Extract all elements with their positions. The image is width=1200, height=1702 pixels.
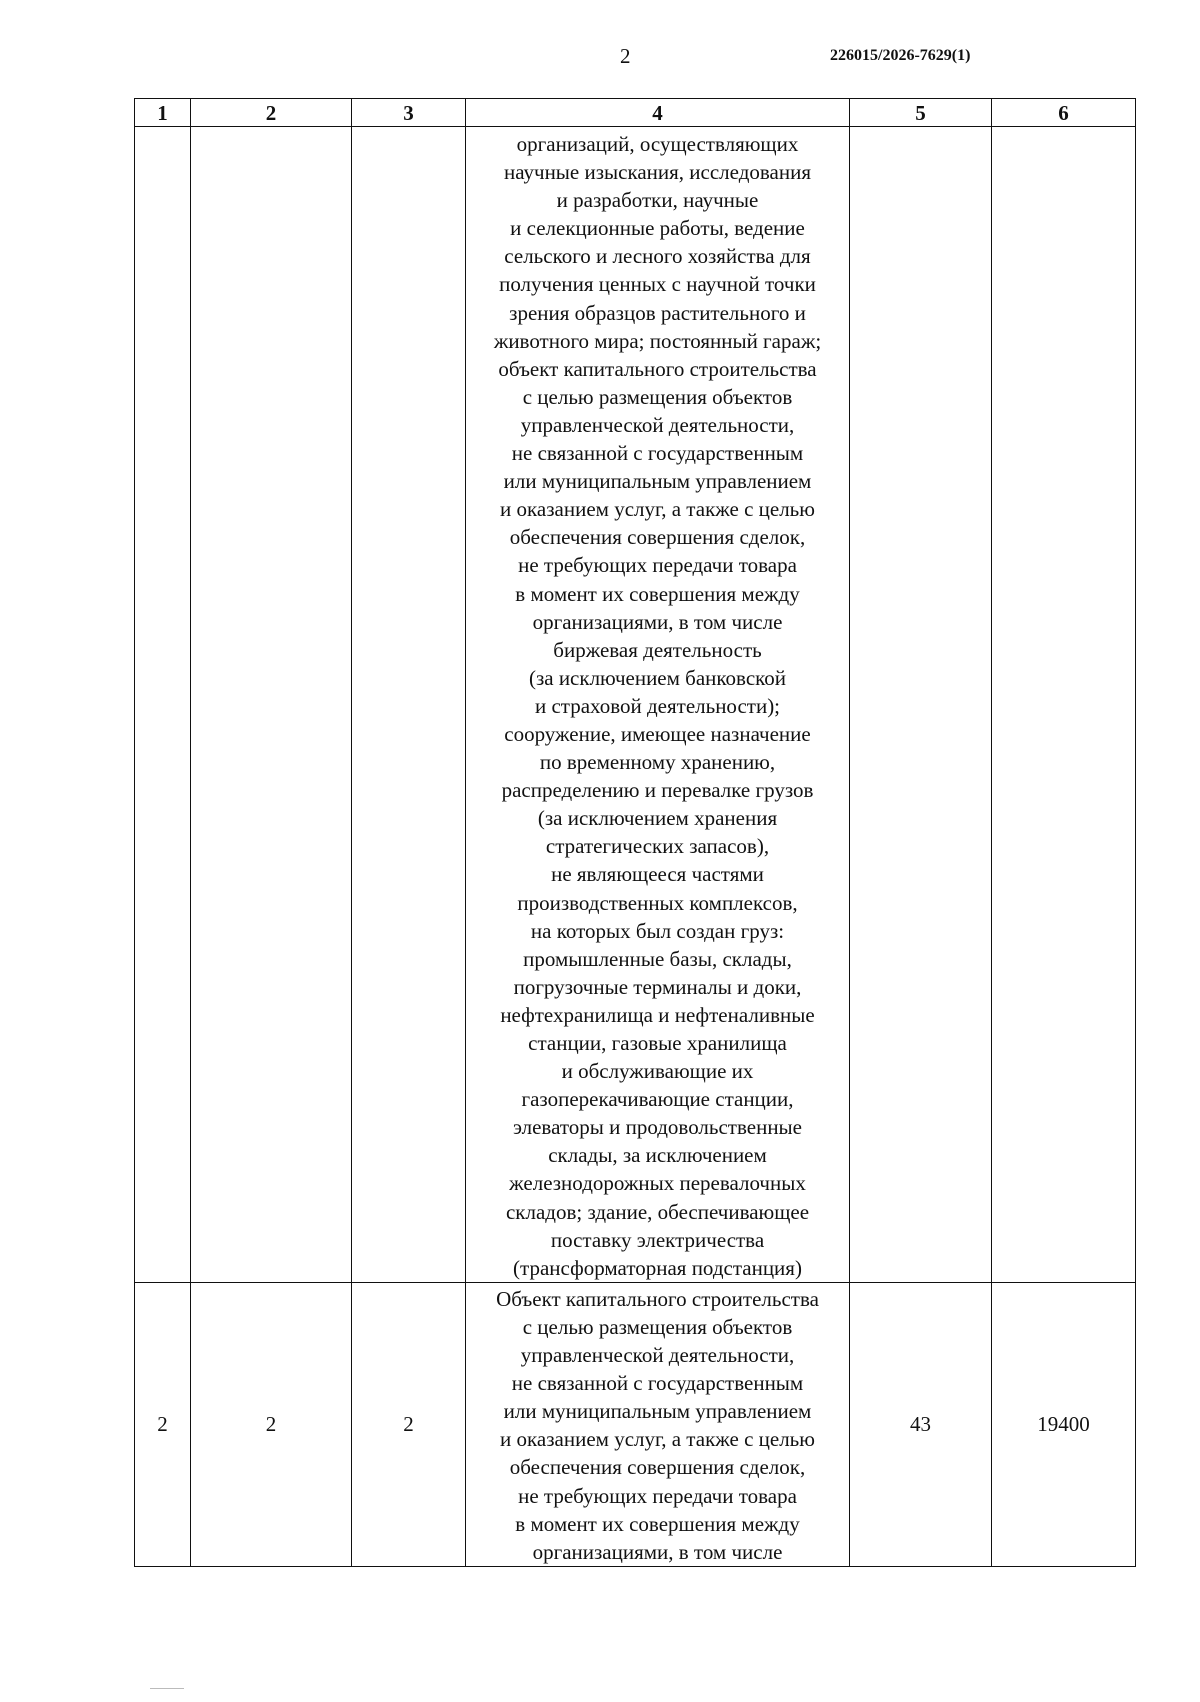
description-line: организациями, в том числе <box>532 1539 783 1564</box>
table-header-row <box>135 99 1136 127</box>
column-header-6: 6 <box>992 99 1136 127</box>
description-line: получения ценных с научной точки <box>499 272 816 297</box>
data-table <box>134 98 1136 1567</box>
description-line: и страховой деятельности); <box>534 693 781 718</box>
description-line: (за исключением банковской <box>528 665 787 690</box>
description-line: организаций, осуществляющих <box>516 132 799 156</box>
column-header-2: 2 <box>191 99 352 127</box>
column-header-4: 4 <box>466 99 850 127</box>
description-line: в момент их совершения между <box>515 1511 800 1536</box>
table-row <box>135 1282 1136 1566</box>
description-line: и разработки, научные <box>556 188 759 213</box>
description-line: железнодорожных перевалочных <box>509 1171 806 1196</box>
row2-col5-cell: 43 <box>850 1282 992 1566</box>
row1-description-cell <box>466 127 850 1283</box>
description-line: (за исключением хранения <box>537 806 778 831</box>
row1-col3-cell <box>352 127 466 1283</box>
description-line: нефтехранилища и нефтеналивные <box>500 1002 815 1027</box>
description-line: объект капитального строительства <box>498 356 817 381</box>
row1-col1-cell <box>135 127 191 1283</box>
row2-col3-cell: 2 <box>352 1282 466 1566</box>
description-line: (трансформаторная подстанция) <box>513 1255 802 1280</box>
description-line: или муниципальным управлением <box>503 469 812 494</box>
description-line: станции, газовые хранилища <box>528 1031 787 1055</box>
description-line: не требующих передачи товара <box>518 1483 797 1508</box>
description-line: и оказанием услуг, а также с целью <box>500 1427 815 1452</box>
description-line: с целью размещения объектов <box>522 1314 793 1339</box>
description-line: и селекционные работы, ведение <box>510 216 805 241</box>
description-line: не требующих передачи товара <box>518 553 797 578</box>
row2-col6-cell: 19400 <box>992 1282 1136 1566</box>
row2-col1-cell: 2 <box>135 1282 191 1566</box>
description-line: на которых был создан груз: <box>530 918 785 943</box>
page-number: 2 <box>620 44 631 68</box>
column-header-1: 1 <box>135 99 191 127</box>
description-line: животного мира; постоянный гараж; <box>493 328 822 353</box>
document-id: 226015/2026-7629(1) <box>830 47 971 64</box>
description-line: организациями, в том числе <box>532 609 783 634</box>
column-header-5: 5 <box>850 99 992 127</box>
description-line: или муниципальным управлением <box>503 1399 812 1424</box>
description-line: склады, за исключением <box>548 1143 767 1168</box>
description-line: управленческой деятельности, <box>520 1343 795 1368</box>
description-line: элеваторы и продовольственные <box>513 1115 802 1140</box>
description-line: по временному хранению, <box>539 750 776 775</box>
description-line: промышленные базы, склады, <box>523 946 792 971</box>
description-line: стратегических запасов), <box>545 834 770 859</box>
description-line: газоперекачивающие станции, <box>521 1087 794 1112</box>
row2-col2-cell: 2 <box>191 1282 352 1566</box>
description-line: не являющееся частями <box>551 862 764 887</box>
description-line: распределению и перевалке грузов <box>501 778 814 803</box>
description-line: и обслуживающие их <box>561 1059 754 1084</box>
table-row <box>135 127 1136 1283</box>
description-line: обеспечения совершения сделок, <box>509 1455 806 1480</box>
description-line: производственных комплексов, <box>517 890 798 915</box>
description-line: погрузочные терминалы и доки, <box>513 974 802 999</box>
footer-divider <box>150 1688 184 1697</box>
description-line: сельского и лесного хозяйства для <box>504 244 811 269</box>
description-line: зрения образцов растительного и <box>509 300 806 325</box>
row1-col2-cell <box>191 127 352 1283</box>
description-line: биржевая деятельность <box>553 637 762 662</box>
description-line: обеспечения совершения сделок, <box>509 525 806 550</box>
row1-col5-cell <box>850 127 992 1283</box>
description-line: управленческой деятельности, <box>520 412 795 437</box>
column-header-3: 3 <box>352 99 466 127</box>
description-line: не связанной с государственным <box>511 1371 804 1396</box>
description-line: сооружение, имеющее назначение <box>504 721 811 746</box>
description-line: и оказанием услуг, а также с целью <box>500 497 815 522</box>
description-line: не связанной с государственным <box>511 441 804 466</box>
row1-col6-cell <box>992 127 1136 1283</box>
row2-description-cell <box>466 1282 850 1566</box>
description-line: поставку электричества <box>550 1227 765 1252</box>
description-line: научные изыскания, исследования <box>504 160 811 185</box>
description-line: Объект капитального строительства <box>496 1286 819 1311</box>
description-line: складов; здание, обеспечивающее <box>505 1199 810 1224</box>
description-line: с целью размещения объектов <box>522 384 793 409</box>
description-line: в момент их совершения между <box>515 581 800 606</box>
